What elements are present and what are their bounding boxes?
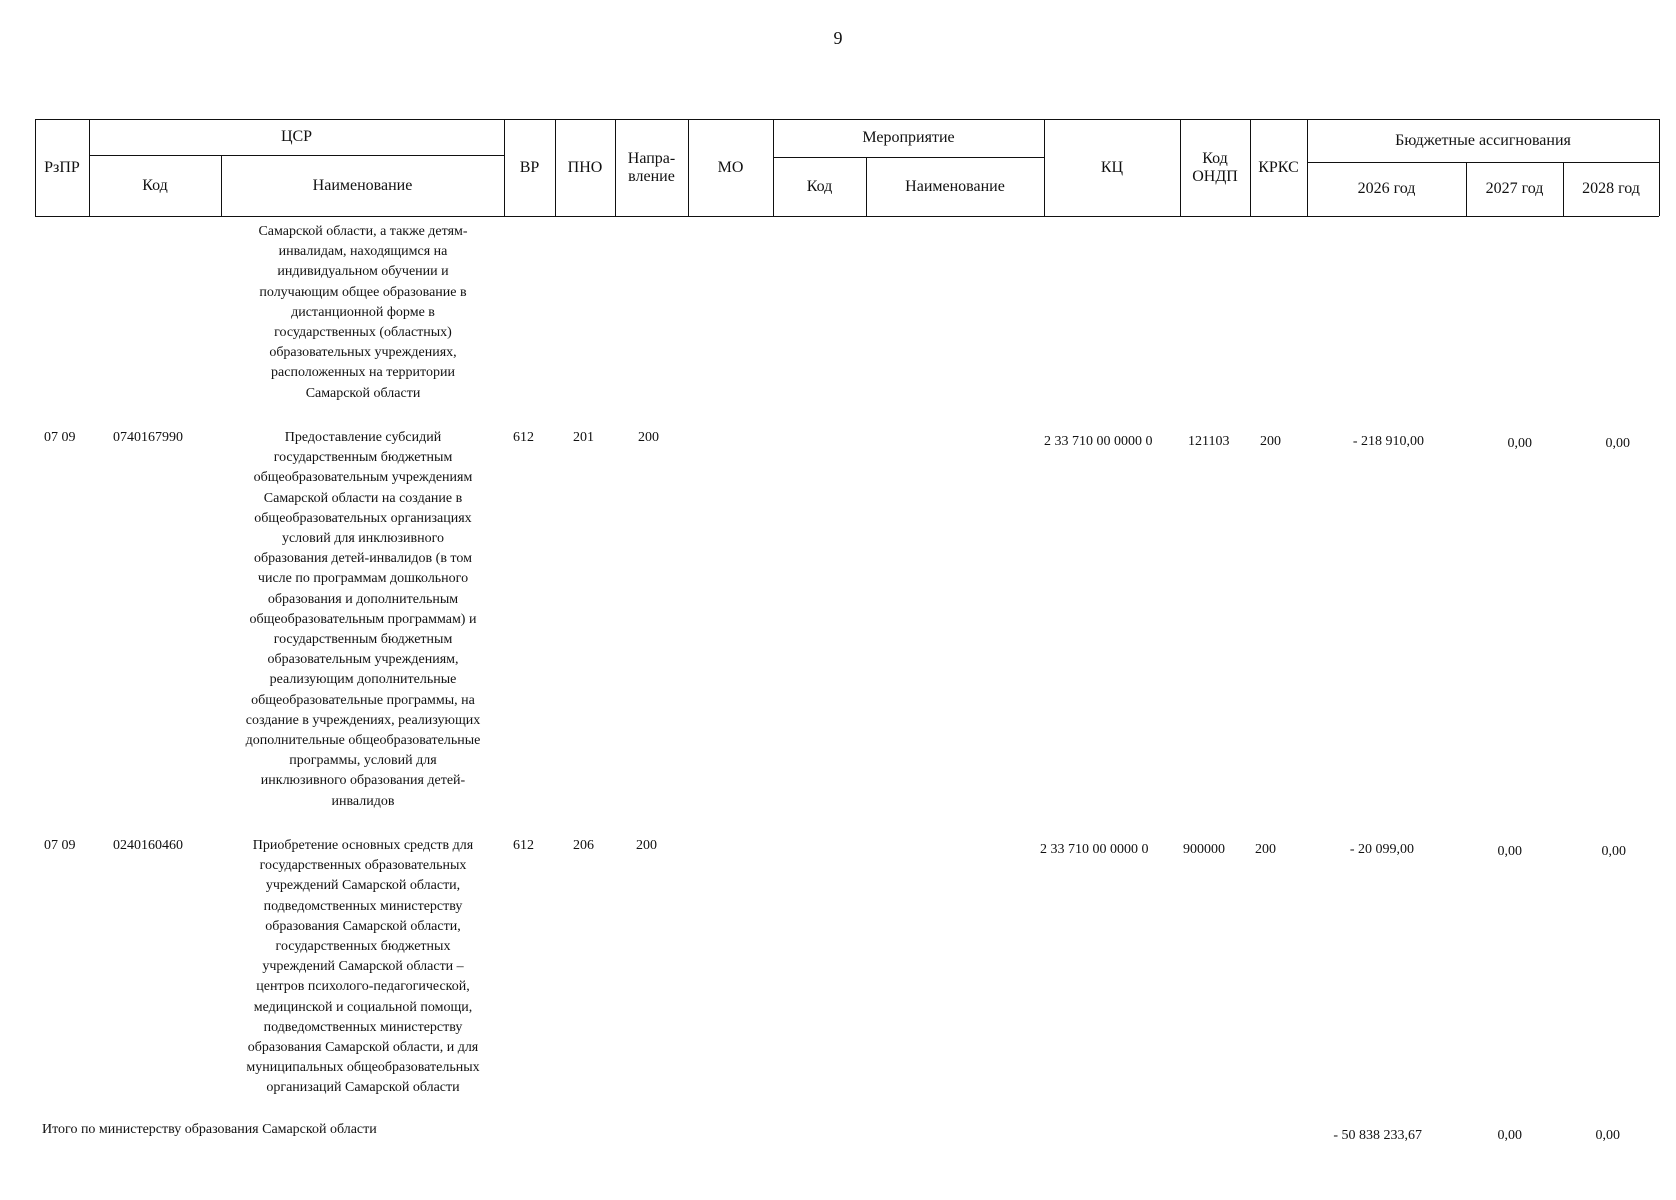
total-label: Итого по министерству образования Самарской области — [42, 1122, 377, 1137]
header-csr-name: Наименование — [312, 176, 413, 194]
row-2026: - 218 910,00 — [1352, 434, 1424, 449]
header-pno: ПНО — [567, 158, 603, 176]
row-rzpr: 07 09 — [44, 430, 76, 445]
row-pno: 206 — [573, 838, 594, 853]
row-2028: 0,00 — [1605, 436, 1630, 451]
header-2026: 2026 год — [1357, 180, 1416, 197]
row-2027: 0,00 — [1497, 844, 1522, 859]
header-budget: Бюджетные ассигнования — [1395, 131, 1571, 149]
row-csr-name: Приобретение основных средств для государственных образовательных учреждений Самарской области, подведомственных министерству образования Самарской области, государственных бюджетных учреждений Самарской области – центров психолого-педагогической, медицинской и социальной помощи, подведомственных министерству образования Самарской области, и для муниципальных общеобразовательных организаций Самарской области — [246, 838, 480, 1096]
row-direction: 200 — [638, 430, 659, 445]
row-direction: 200 — [636, 838, 657, 853]
header-kc: КЦ — [1100, 158, 1124, 176]
row-kc: 2 33 710 00 0000 0 — [1044, 434, 1153, 449]
header-csr-code: Код — [142, 176, 168, 194]
row-2027: 0,00 — [1507, 436, 1532, 451]
row-pno: 201 — [573, 430, 594, 445]
header-event: Мероприятие — [862, 129, 955, 146]
row-krks: 200 — [1255, 842, 1276, 857]
header-2027: 2027 год — [1485, 180, 1544, 197]
header-event-code: Код — [806, 177, 833, 195]
row-ondp: 121103 — [1188, 434, 1230, 449]
row-csr-code: 0240160460 — [113, 838, 183, 853]
total-2028: 0,00 — [1595, 1128, 1620, 1143]
page-number: 9 — [833, 28, 843, 48]
col-border — [1659, 119, 1660, 216]
header-vr: ВР — [519, 158, 540, 176]
header-event-name: Наименование — [905, 177, 1005, 195]
row-vr: 612 — [513, 430, 534, 445]
header-rzpr: РзПР — [44, 158, 80, 176]
header-ondp: Код ОНДП — [1192, 149, 1238, 185]
row-vr: 612 — [513, 838, 534, 853]
row-kc: 2 33 710 00 0000 0 — [1040, 842, 1149, 857]
row-krks: 200 — [1260, 434, 1281, 449]
row-ondp: 900000 — [1183, 842, 1225, 857]
header-csr: ЦСР — [280, 128, 313, 145]
total-2027: 0,00 — [1497, 1128, 1522, 1143]
row-2028: 0,00 — [1601, 844, 1626, 859]
header-bottom-border — [35, 216, 1659, 217]
header-2028: 2028 год — [1582, 180, 1640, 197]
header-mo: МО — [717, 158, 744, 176]
header-direction: Напра- вление — [627, 149, 676, 185]
row-rzpr: 07 09 — [44, 838, 76, 853]
row-csr-code: 0740167990 — [113, 430, 183, 445]
row-2026: - 20 099,00 — [1349, 842, 1414, 857]
row-csr-name: Предоставление субсидий государственным бюджетным общеобразовательным учреждениям Самарской области на создание в общеобразовательных организациях условий для инклюзивного образования детей-инвалидов (в том числе по программам дошкольного образования и дополнительным общеобразовательным программам) и государственным бюджетным образовательным учреждениям, реализующим дополнительные общеобразовательные программы, на создание в учреждениях, реализующих дополнительные общеобразовательные программы, условий для инклюзивного образования детей- инвалидов — [245, 430, 481, 809]
total-2026: - 50 838 233,67 — [1333, 1128, 1422, 1143]
header-krks: КРКС — [1258, 158, 1299, 176]
continuation-text: Самарской области, а также детям- инвалидам, находящимся на индивидуальном обучении и получающим общее образование в дистанционной форме в государственных (областных) образовательных учреждениях, расположенных на территории Самарской области — [258, 224, 468, 401]
